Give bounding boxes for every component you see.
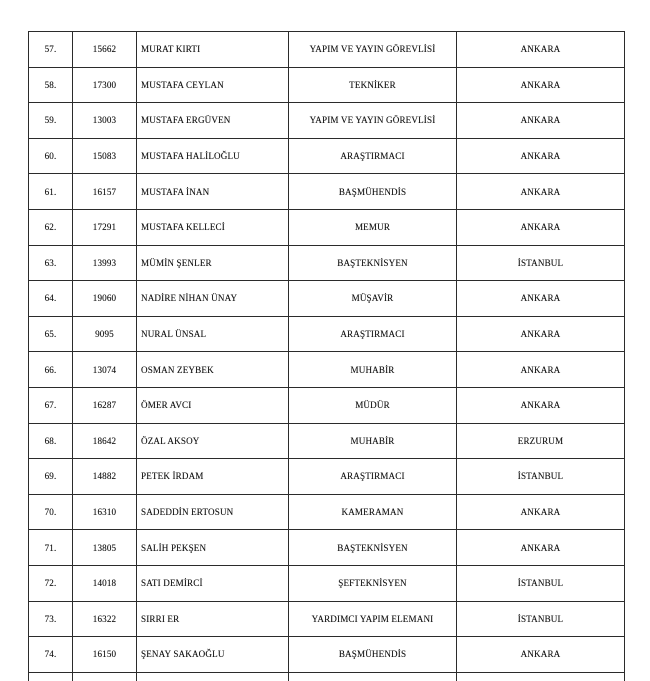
city-cell: ANKARA <box>457 637 625 673</box>
city-cell: ANKARA <box>457 494 625 530</box>
row-number-cell: 70. <box>29 494 73 530</box>
row-number-cell: 74. <box>29 637 73 673</box>
table-row-partial <box>29 672 625 681</box>
city-cell: ANKARA <box>457 174 625 210</box>
job-title-cell: MUHABİR <box>289 352 457 388</box>
job-title-cell: KAMERAMAN <box>289 494 457 530</box>
registry-number-cell: 17291 <box>73 209 137 245</box>
job-title-cell: MÜŞAVİR <box>289 281 457 317</box>
city-cell: ANKARA <box>457 209 625 245</box>
job-title-cell: YAPIM VE YAYIN GÖREVLİSİ <box>289 103 457 139</box>
row-number-cell: 68. <box>29 423 73 459</box>
row-number-cell: 61. <box>29 174 73 210</box>
registry-number-cell: 16150 <box>73 637 137 673</box>
job-title-cell: MÜDÜR <box>289 387 457 423</box>
registry-number-cell: 16287 <box>73 387 137 423</box>
row-number-cell: 60. <box>29 138 73 174</box>
registry-number-cell: 13074 <box>73 352 137 388</box>
job-title-cell: BAŞTEKNİSYEN <box>289 530 457 566</box>
job-title-cell: BAŞMÜHENDİS <box>289 637 457 673</box>
full-name-cell: PETEK İRDAM <box>137 459 289 495</box>
table-row <box>29 530 625 566</box>
row-number-cell: 72. <box>29 565 73 601</box>
registry-number-cell: 9095 <box>73 316 137 352</box>
row-number-cell: 58. <box>29 67 73 103</box>
city-cell: ANKARA <box>457 138 625 174</box>
full-name-cell: MUSTAFA ERGÜVEN <box>137 103 289 139</box>
partial-cell <box>289 672 457 681</box>
city-cell: İSTANBUL <box>457 245 625 281</box>
city-cell: ANKARA <box>457 281 625 317</box>
job-title-cell: BAŞMÜHENDİS <box>289 174 457 210</box>
registry-number-cell: 16157 <box>73 174 137 210</box>
full-name-cell: SADEDDİN ERTOSUN <box>137 494 289 530</box>
registry-number-cell: 13805 <box>73 530 137 566</box>
row-number-cell: 69. <box>29 459 73 495</box>
job-title-cell: BAŞTEKNİSYEN <box>289 245 457 281</box>
full-name-cell: SALİH PEKŞEN <box>137 530 289 566</box>
row-number-cell: 66. <box>29 352 73 388</box>
table-row <box>29 601 625 637</box>
full-name-cell: MUSTAFA HALİLOĞLU <box>137 138 289 174</box>
city-cell: İSTANBUL <box>457 459 625 495</box>
row-number-cell: 71. <box>29 530 73 566</box>
table-row <box>29 103 625 139</box>
job-title-cell: ARAŞTIRMACI <box>289 138 457 174</box>
job-title-cell: MEMUR <box>289 209 457 245</box>
city-cell: ANKARA <box>457 387 625 423</box>
city-cell: ANKARA <box>457 316 625 352</box>
row-number-cell: 73. <box>29 601 73 637</box>
registry-number-cell: 14018 <box>73 565 137 601</box>
table-row <box>29 494 625 530</box>
full-name-cell: MUSTAFA KELLECİ <box>137 209 289 245</box>
registry-number-cell: 16322 <box>73 601 137 637</box>
table-row <box>29 459 625 495</box>
table-row <box>29 637 625 673</box>
partial-cell <box>457 672 625 681</box>
registry-number-cell: 18642 <box>73 423 137 459</box>
job-title-cell: YARDIMCI YAPIM ELEMANI <box>289 601 457 637</box>
row-number-cell: 57. <box>29 32 73 68</box>
full-name-cell: NURAL ÜNSAL <box>137 316 289 352</box>
city-cell: ERZURUM <box>457 423 625 459</box>
partial-cell <box>73 672 137 681</box>
table-row <box>29 174 625 210</box>
full-name-cell: SIRRI ER <box>137 601 289 637</box>
partial-cell <box>137 672 289 681</box>
full-name-cell: MUSTAFA CEYLAN <box>137 67 289 103</box>
city-cell: ANKARA <box>457 32 625 68</box>
job-title-cell: TEKNİKER <box>289 67 457 103</box>
city-cell: ANKARA <box>457 67 625 103</box>
table-row <box>29 67 625 103</box>
full-name-cell: ÖMER AVCI <box>137 387 289 423</box>
job-title-cell: ŞEFTEKNİSYEN <box>289 565 457 601</box>
row-number-cell: 59. <box>29 103 73 139</box>
table-body <box>29 32 625 681</box>
full-name-cell: MURAT KIRTI <box>137 32 289 68</box>
table-row <box>29 565 625 601</box>
job-title-cell: ARAŞTIRMACI <box>289 459 457 495</box>
city-cell: ANKARA <box>457 530 625 566</box>
city-cell: ANKARA <box>457 103 625 139</box>
registry-number-cell: 17300 <box>73 67 137 103</box>
registry-number-cell: 19060 <box>73 281 137 317</box>
job-title-cell: ARAŞTIRMACI <box>289 316 457 352</box>
full-name-cell: SATI DEMİRCİ <box>137 565 289 601</box>
registry-number-cell: 14882 <box>73 459 137 495</box>
table-row <box>29 387 625 423</box>
full-name-cell: OSMAN ZEYBEK <box>137 352 289 388</box>
row-number-cell: 63. <box>29 245 73 281</box>
table-row <box>29 423 625 459</box>
registry-number-cell: 16310 <box>73 494 137 530</box>
job-title-cell: YAPIM VE YAYIN GÖREVLİSİ <box>289 32 457 68</box>
table-row <box>29 245 625 281</box>
table-row <box>29 316 625 352</box>
row-number-cell: 65. <box>29 316 73 352</box>
city-cell: İSTANBUL <box>457 601 625 637</box>
full-name-cell: ŞENAY SAKAOĞLU <box>137 637 289 673</box>
row-number-cell: 64. <box>29 281 73 317</box>
table-row <box>29 209 625 245</box>
row-number-cell: 67. <box>29 387 73 423</box>
registry-number-cell: 13003 <box>73 103 137 139</box>
registry-number-cell: 15662 <box>73 32 137 68</box>
registry-number-cell: 15083 <box>73 138 137 174</box>
full-name-cell: MÜMİN ŞENLER <box>137 245 289 281</box>
table-row <box>29 138 625 174</box>
personnel-table <box>28 31 625 681</box>
partial-cell <box>29 672 73 681</box>
table-row <box>29 281 625 317</box>
full-name-cell: ÖZAL AKSOY <box>137 423 289 459</box>
full-name-cell: NADİRE NİHAN ÜNAY <box>137 281 289 317</box>
table-row <box>29 32 625 68</box>
row-number-cell: 62. <box>29 209 73 245</box>
city-cell: İSTANBUL <box>457 565 625 601</box>
city-cell: ANKARA <box>457 352 625 388</box>
full-name-cell: MUSTAFA İNAN <box>137 174 289 210</box>
registry-number-cell: 13993 <box>73 245 137 281</box>
table-row <box>29 352 625 388</box>
job-title-cell: MUHABİR <box>289 423 457 459</box>
